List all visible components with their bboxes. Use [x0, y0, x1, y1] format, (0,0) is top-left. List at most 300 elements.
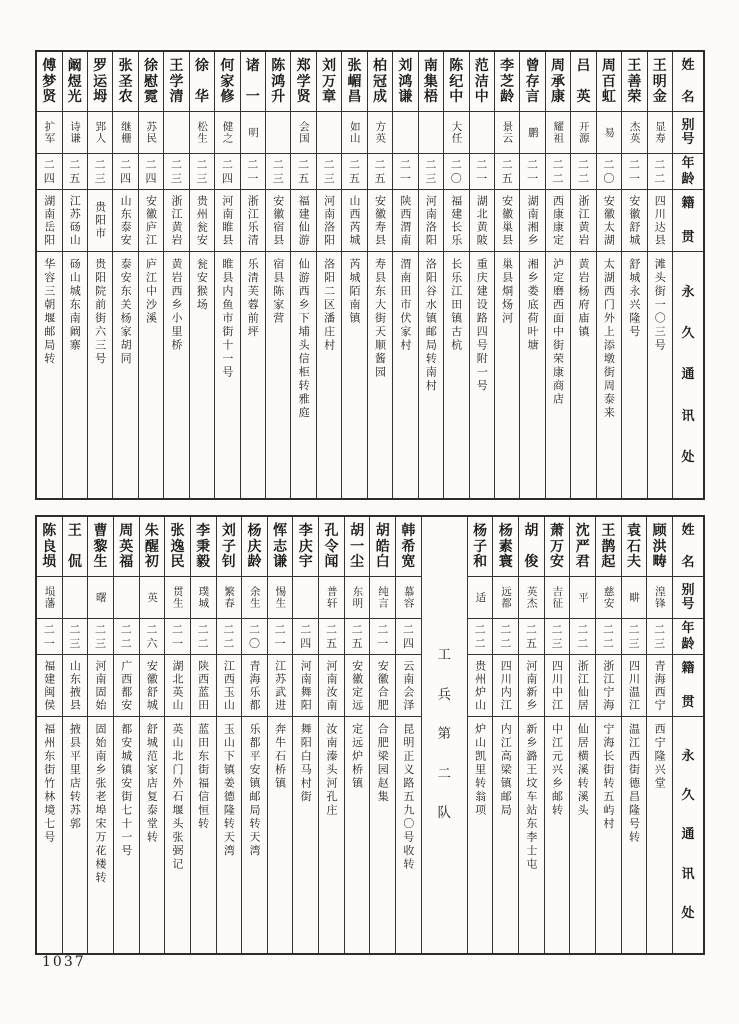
- person-native: [191, 655, 216, 717]
- person-age: 二 二: [468, 619, 493, 655]
- person-age: 二 五: [342, 154, 366, 190]
- person-alias: [37, 577, 62, 619]
- person-age: 二 一: [165, 619, 190, 655]
- person-address: [215, 252, 239, 498]
- person-alias-text: 英: [146, 591, 159, 604]
- person-address: [268, 717, 293, 953]
- person-name: 曾 存 言: [520, 52, 544, 112]
- person-alias: [468, 577, 493, 619]
- person-address-text: 重庆建设路四号附一号: [475, 258, 489, 393]
- person-alias: [88, 577, 113, 619]
- person-alias: [241, 112, 265, 154]
- person-column: [494, 52, 519, 498]
- person-name: 顾 洪 畴: [647, 517, 672, 577]
- person-address: [495, 252, 519, 498]
- person-column: [112, 52, 137, 498]
- person-native: [647, 655, 672, 717]
- person-address: [345, 717, 370, 953]
- person-native-text: 安徽定远: [350, 659, 364, 712]
- person-address: [37, 252, 61, 498]
- person-address: [63, 252, 87, 498]
- person-native-text: 青海乐都: [247, 659, 261, 712]
- header-name-label: 姓 名: [673, 517, 703, 577]
- person-alias-text: 慕容: [402, 586, 415, 609]
- person-alias: [519, 577, 544, 619]
- person-column: [113, 517, 139, 953]
- person-address: [368, 252, 392, 498]
- person-address-text: 蓝田东街福信恒转: [196, 723, 210, 831]
- person-alias: [571, 112, 595, 154]
- person-address: [648, 252, 672, 498]
- person-native-text: 山东掖县: [68, 659, 82, 712]
- header-age-label: 年 龄: [673, 619, 703, 655]
- person-alias: [597, 112, 621, 154]
- person-address-text: 长乐江田镇古杭: [449, 258, 463, 353]
- person-address-text: 都安城镇安街七十一号: [119, 723, 133, 858]
- person-address-text: 滩头街一〇三号: [653, 258, 667, 353]
- person-name: 袁 石 夫: [622, 517, 647, 577]
- person-age: 二 一: [622, 154, 646, 190]
- person-address: [622, 717, 647, 953]
- person-alias: [419, 112, 443, 154]
- person-native-text: 陕西蓝田: [196, 659, 210, 712]
- person-native-text: 湖南湘乡: [526, 194, 540, 247]
- person-native-text: 西康康定: [551, 194, 565, 247]
- person-name: 杨 子 和: [468, 517, 493, 577]
- person-alias-text: 继栅: [119, 121, 132, 144]
- directory-table-bottom: [35, 515, 705, 955]
- person-address: [444, 252, 468, 498]
- person-column: [621, 517, 647, 953]
- person-native: [190, 190, 214, 252]
- person-native: [444, 190, 468, 252]
- person-name: 徐 慰 霓: [139, 52, 163, 112]
- person-native: [293, 655, 318, 717]
- person-column: [647, 52, 672, 498]
- person-address-text: 炉山凯里转翁项: [473, 723, 487, 818]
- person-name: 阚 煜 光: [63, 52, 87, 112]
- person-native: [622, 655, 647, 717]
- person-address: [370, 717, 395, 953]
- person-age: 二 五: [368, 154, 392, 190]
- person-name: 吕 英: [571, 52, 595, 112]
- person-alias: [293, 577, 318, 619]
- person-native: [545, 655, 570, 717]
- person-address: [139, 252, 163, 498]
- person-name: 张 圣 农: [113, 52, 137, 112]
- person-address-text: 西宁隆兴堂: [653, 723, 667, 791]
- person-address: [63, 717, 88, 953]
- header-alias-label: 别 号: [673, 112, 703, 154]
- person-address: [113, 252, 137, 498]
- person-native: [396, 655, 421, 717]
- person-alias: [545, 577, 570, 619]
- person-address-text: 乐清芙蓉前坪: [246, 258, 260, 339]
- person-age: 二 三: [647, 619, 672, 655]
- person-name: 刘 鸿 谦: [393, 52, 417, 112]
- person-address-text: 渭南田市伏家村: [398, 258, 412, 353]
- person-column: [267, 517, 293, 953]
- person-alias-text: 纯言: [377, 586, 390, 609]
- person-alias-text: 惕生: [274, 586, 287, 609]
- person-native-text: 湖南岳阳: [42, 194, 56, 247]
- person-column: [369, 517, 395, 953]
- person-name: 韩 希 宽: [396, 517, 421, 577]
- person-native: [622, 190, 646, 252]
- person-age: 二 四: [396, 619, 421, 655]
- person-native: [571, 190, 595, 252]
- person-address-text: 舒城永兴隆号: [627, 258, 641, 339]
- person-alias-text: 方英: [374, 121, 387, 144]
- person-name: 王 鹊 起: [596, 517, 621, 577]
- person-native-text: 河南固始: [94, 659, 108, 712]
- person-alias: [37, 112, 61, 154]
- person-column: [570, 52, 595, 498]
- person-age: 二 三: [164, 154, 188, 190]
- person-native: [495, 190, 519, 252]
- person-name: 胡 一 尘: [345, 517, 370, 577]
- person-column: [596, 52, 621, 498]
- person-address: [266, 252, 290, 498]
- person-alias-text: 开源: [577, 121, 590, 144]
- person-name: 胡 俊: [519, 517, 544, 577]
- person-alias-text: 埙藩: [43, 586, 56, 609]
- person-native: [140, 655, 165, 717]
- person-native: [217, 655, 242, 717]
- person-name: 萧 万 安: [545, 517, 570, 577]
- person-native-text: 河南洛阳: [424, 194, 438, 247]
- person-address: [88, 717, 113, 953]
- person-address-text: 舞阳白马村街: [299, 723, 313, 804]
- person-native-text: 湖北黄陂: [475, 194, 489, 247]
- person-column: [87, 517, 113, 953]
- person-alias: [266, 112, 290, 154]
- person-column: [216, 517, 242, 953]
- person-native-text: 安徽舒城: [145, 659, 159, 712]
- person-alias-text: 东明: [351, 586, 364, 609]
- person-native: [520, 190, 544, 252]
- header-column: [672, 52, 703, 498]
- person-name: 陈 纪 中: [444, 52, 468, 112]
- person-address-text: 芮城陌南镇: [348, 258, 362, 326]
- person-age: 二 二: [114, 619, 139, 655]
- person-native: [370, 655, 395, 717]
- person-alias: [368, 112, 392, 154]
- person-column: [469, 52, 494, 498]
- person-name: 徐 华: [190, 52, 214, 112]
- person-native-text: 江苏武进: [273, 659, 287, 712]
- person-address: [470, 252, 494, 498]
- person-native-text: 贵州瓮安: [195, 194, 209, 247]
- unit-section-label: 工 兵 第 二 队: [437, 647, 451, 822]
- person-native: [319, 655, 344, 717]
- person-alias-text: 耀祖: [552, 121, 565, 144]
- person-name: 罗 运 坶: [88, 52, 112, 112]
- person-column: [62, 52, 87, 498]
- person-address: [468, 717, 493, 953]
- person-address-text: 乐都平安镇邮局转天湾: [247, 723, 261, 858]
- person-alias: [444, 112, 468, 154]
- unit-section-column: [421, 517, 467, 953]
- person-address: [571, 252, 595, 498]
- person-native-text: 福建仙游: [297, 194, 311, 247]
- person-native: [493, 655, 518, 717]
- person-address: [140, 717, 165, 953]
- header-contact-label: 永 久 通 讯 处: [681, 285, 695, 465]
- person-name: 周 百 虹: [597, 52, 621, 112]
- person-address: [419, 252, 443, 498]
- person-age: 二 四: [139, 154, 163, 190]
- person-native-text: 江苏砀山: [68, 194, 82, 247]
- person-age: 二 三: [545, 619, 570, 655]
- person-column: [467, 517, 493, 953]
- person-address-text: 寿县东大街天顺酱园: [373, 258, 387, 380]
- person-native: [37, 655, 62, 717]
- person-alias-text: 远都: [499, 586, 512, 609]
- person-native-text: 山西芮城: [348, 194, 362, 247]
- header-contact-label: 永 久 通 讯 处: [681, 749, 695, 921]
- person-age: 二 二: [570, 619, 595, 655]
- person-age: 二 二: [217, 619, 242, 655]
- person-name: 周 英 福: [114, 517, 139, 577]
- person-native: [242, 655, 267, 717]
- person-alias: [596, 577, 621, 619]
- person-alias: [113, 112, 137, 154]
- person-alias-text: 适: [474, 591, 487, 604]
- person-age: 二 二: [596, 619, 621, 655]
- person-name: 张 逸 民: [165, 517, 190, 577]
- person-address-text: 舒城范家店复泰堂转: [145, 723, 159, 845]
- person-native: [241, 190, 265, 252]
- person-native-text: 四川温江: [627, 659, 641, 712]
- person-column: [139, 517, 165, 953]
- person-name: 范 洁 中: [470, 52, 494, 112]
- person-address: [546, 252, 570, 498]
- person-native: [37, 190, 61, 252]
- person-native: [113, 190, 137, 252]
- person-age: 二 二: [546, 154, 570, 190]
- person-alias-text: 扩军: [43, 121, 56, 144]
- person-name: 沈 严 君: [570, 517, 595, 577]
- person-column: [240, 52, 265, 498]
- person-alias: [242, 577, 267, 619]
- person-age: 二 一: [370, 619, 395, 655]
- person-address: [570, 717, 595, 953]
- person-alias-text: 易: [603, 126, 616, 139]
- person-column: [418, 52, 443, 498]
- person-native-text: 安徽太湖: [602, 194, 616, 247]
- person-age: 二 二: [648, 154, 672, 190]
- person-column: [344, 517, 370, 953]
- person-address: [293, 717, 318, 953]
- person-alias: [319, 577, 344, 619]
- person-alias-text: 杰英: [628, 121, 641, 144]
- person-alias-text: 大任: [450, 121, 463, 144]
- person-alias: [622, 577, 647, 619]
- person-alias: [63, 112, 87, 154]
- person-name: 张 嵋 昌: [342, 52, 366, 112]
- person-address-text: 洛阳二区潘庄村: [322, 258, 336, 353]
- person-address: [291, 252, 315, 498]
- person-column: [518, 517, 544, 953]
- person-alias: [217, 577, 242, 619]
- person-alias: [88, 112, 112, 154]
- directory-table-top: [35, 50, 705, 500]
- person-age: 二 一: [37, 619, 62, 655]
- person-native: [470, 190, 494, 252]
- person-address-text: 庐江中沙溪: [144, 258, 158, 326]
- person-alias-text: 会国: [297, 121, 310, 144]
- person-address: [396, 717, 421, 953]
- person-native-text: 安徽庐江: [144, 194, 158, 247]
- person-alias-text: 畊: [628, 591, 641, 604]
- person-address-text: 合肥梁园赵集: [376, 723, 390, 804]
- person-alias-text: 健之: [221, 121, 234, 144]
- person-native-text: 广西都安: [119, 659, 133, 712]
- person-native: [368, 190, 392, 252]
- person-age: 二 一: [241, 154, 265, 190]
- person-native: [419, 190, 443, 252]
- person-age: 二 五: [345, 619, 370, 655]
- person-alias: [191, 577, 216, 619]
- person-native-text: 安徽寿县: [373, 194, 387, 247]
- person-alias: [370, 577, 395, 619]
- person-name: 南 集 梧: [419, 52, 443, 112]
- person-alias-text: 吉征: [551, 586, 564, 609]
- person-column: [443, 52, 468, 498]
- person-alias: [114, 577, 139, 619]
- person-address-text: 黄岩杨府庙镇: [576, 258, 590, 339]
- person-address-text: 洛阳谷水镇邮局转南村: [424, 258, 438, 393]
- person-alias-text: 明: [247, 126, 260, 139]
- person-alias: [345, 577, 370, 619]
- person-alias: [215, 112, 239, 154]
- person-age: 二 六: [140, 619, 165, 655]
- person-address: [114, 717, 139, 953]
- person-alias-text: 显寿: [654, 121, 667, 144]
- person-alias: [139, 112, 163, 154]
- person-age: 二 〇: [444, 154, 468, 190]
- person-address: [622, 252, 646, 498]
- header-alias-label: 别 号: [673, 577, 703, 619]
- person-column: [395, 517, 421, 953]
- person-native: [317, 190, 341, 252]
- page-number: 1037: [42, 954, 86, 970]
- person-native-text: 河南洛阳: [322, 194, 336, 247]
- header-native-label: 籍 贯: [673, 655, 703, 717]
- person-alias-text: 曙: [94, 591, 107, 604]
- person-age: 二 五: [291, 154, 315, 190]
- person-name: 王 侃: [63, 517, 88, 577]
- person-address: [393, 252, 417, 498]
- person-name: 王 明 金: [648, 52, 672, 112]
- person-address: [647, 717, 672, 953]
- person-native-text: 贵阳市: [93, 201, 107, 240]
- person-column: [492, 517, 518, 953]
- person-native-text: 四川内江: [499, 659, 513, 712]
- person-alias: [140, 577, 165, 619]
- person-age: 二 五: [319, 619, 344, 655]
- person-address: [317, 252, 341, 498]
- person-age: 二 三: [190, 154, 214, 190]
- person-native: [468, 655, 493, 717]
- person-native: [114, 655, 139, 717]
- person-native-text: 河南舞阳: [299, 659, 313, 712]
- person-address: [217, 717, 242, 953]
- person-native-text: 山东泰安: [119, 194, 133, 247]
- person-column: [392, 52, 417, 498]
- person-native: [345, 655, 370, 717]
- person-native-text: 浙江仙居: [576, 659, 590, 712]
- person-age: 二 〇: [597, 154, 621, 190]
- person-address-text: 宁海长街转五屿村: [601, 723, 615, 831]
- person-address-text: 昆明正义路五九〇号收转: [401, 723, 415, 872]
- person-column: [545, 52, 570, 498]
- person-name: 柏 冠 成: [368, 52, 392, 112]
- person-native: [63, 190, 87, 252]
- person-alias-text: 诗谦: [68, 121, 81, 144]
- person-alias-text: 贯生: [171, 586, 184, 609]
- person-name: 李 芝 龄: [495, 52, 519, 112]
- person-alias: [520, 112, 544, 154]
- person-address-text: 英山北门外石堰头张弼记: [171, 723, 185, 872]
- person-address-text: 瓮安猴场: [195, 258, 209, 312]
- person-column: [292, 517, 318, 953]
- person-alias: [165, 577, 190, 619]
- person-native-text: 浙江乐清: [246, 194, 260, 247]
- person-address: [191, 717, 216, 953]
- person-age: 二 三: [419, 154, 443, 190]
- person-age: 二 四: [293, 619, 318, 655]
- person-alias: [164, 112, 188, 154]
- person-native: [570, 655, 595, 717]
- person-alias: [291, 112, 315, 154]
- person-age: 二 三: [63, 619, 88, 655]
- person-name: 孔 令 闻: [319, 517, 344, 577]
- person-column: [164, 517, 190, 953]
- person-address: [164, 252, 188, 498]
- person-native: [597, 190, 621, 252]
- person-native: [519, 655, 544, 717]
- person-native-text: 江西玉山: [222, 659, 236, 712]
- person-native: [596, 655, 621, 717]
- person-address-text: 黄岩西乡小里桥: [169, 258, 183, 353]
- person-address: [165, 717, 190, 953]
- person-age: 二 三: [88, 619, 113, 655]
- person-address-text: 玉山下镇姜德隆转天湾: [222, 723, 236, 858]
- person-name: 王 善 荣: [622, 52, 646, 112]
- person-column: [367, 52, 392, 498]
- person-name: 李 秉 毅: [191, 517, 216, 577]
- person-native-text: 湖北英山: [171, 659, 185, 712]
- person-address-text: 睢县内鱼市街十一号: [220, 258, 234, 380]
- person-alias: [317, 112, 341, 154]
- person-alias-text: 苏民: [145, 121, 158, 144]
- person-native-text: 青海西宁: [653, 659, 667, 712]
- person-address-text: 湘乡娄底荷叶塘: [526, 258, 540, 353]
- person-alias-text: 普轩: [325, 586, 338, 609]
- person-column: [241, 517, 267, 953]
- person-address-text: 温江西街德昌隆号转: [627, 723, 641, 845]
- person-alias: [396, 577, 421, 619]
- person-alias: [63, 577, 88, 619]
- person-native: [291, 190, 315, 252]
- person-address-text: 泸定磨西面中街荣康商店: [551, 258, 565, 407]
- person-alias-text: 英杰: [525, 586, 538, 609]
- person-name: 刘 万 章: [317, 52, 341, 112]
- person-alias: [342, 112, 366, 154]
- person-native-text: 福建闽侯: [42, 659, 56, 712]
